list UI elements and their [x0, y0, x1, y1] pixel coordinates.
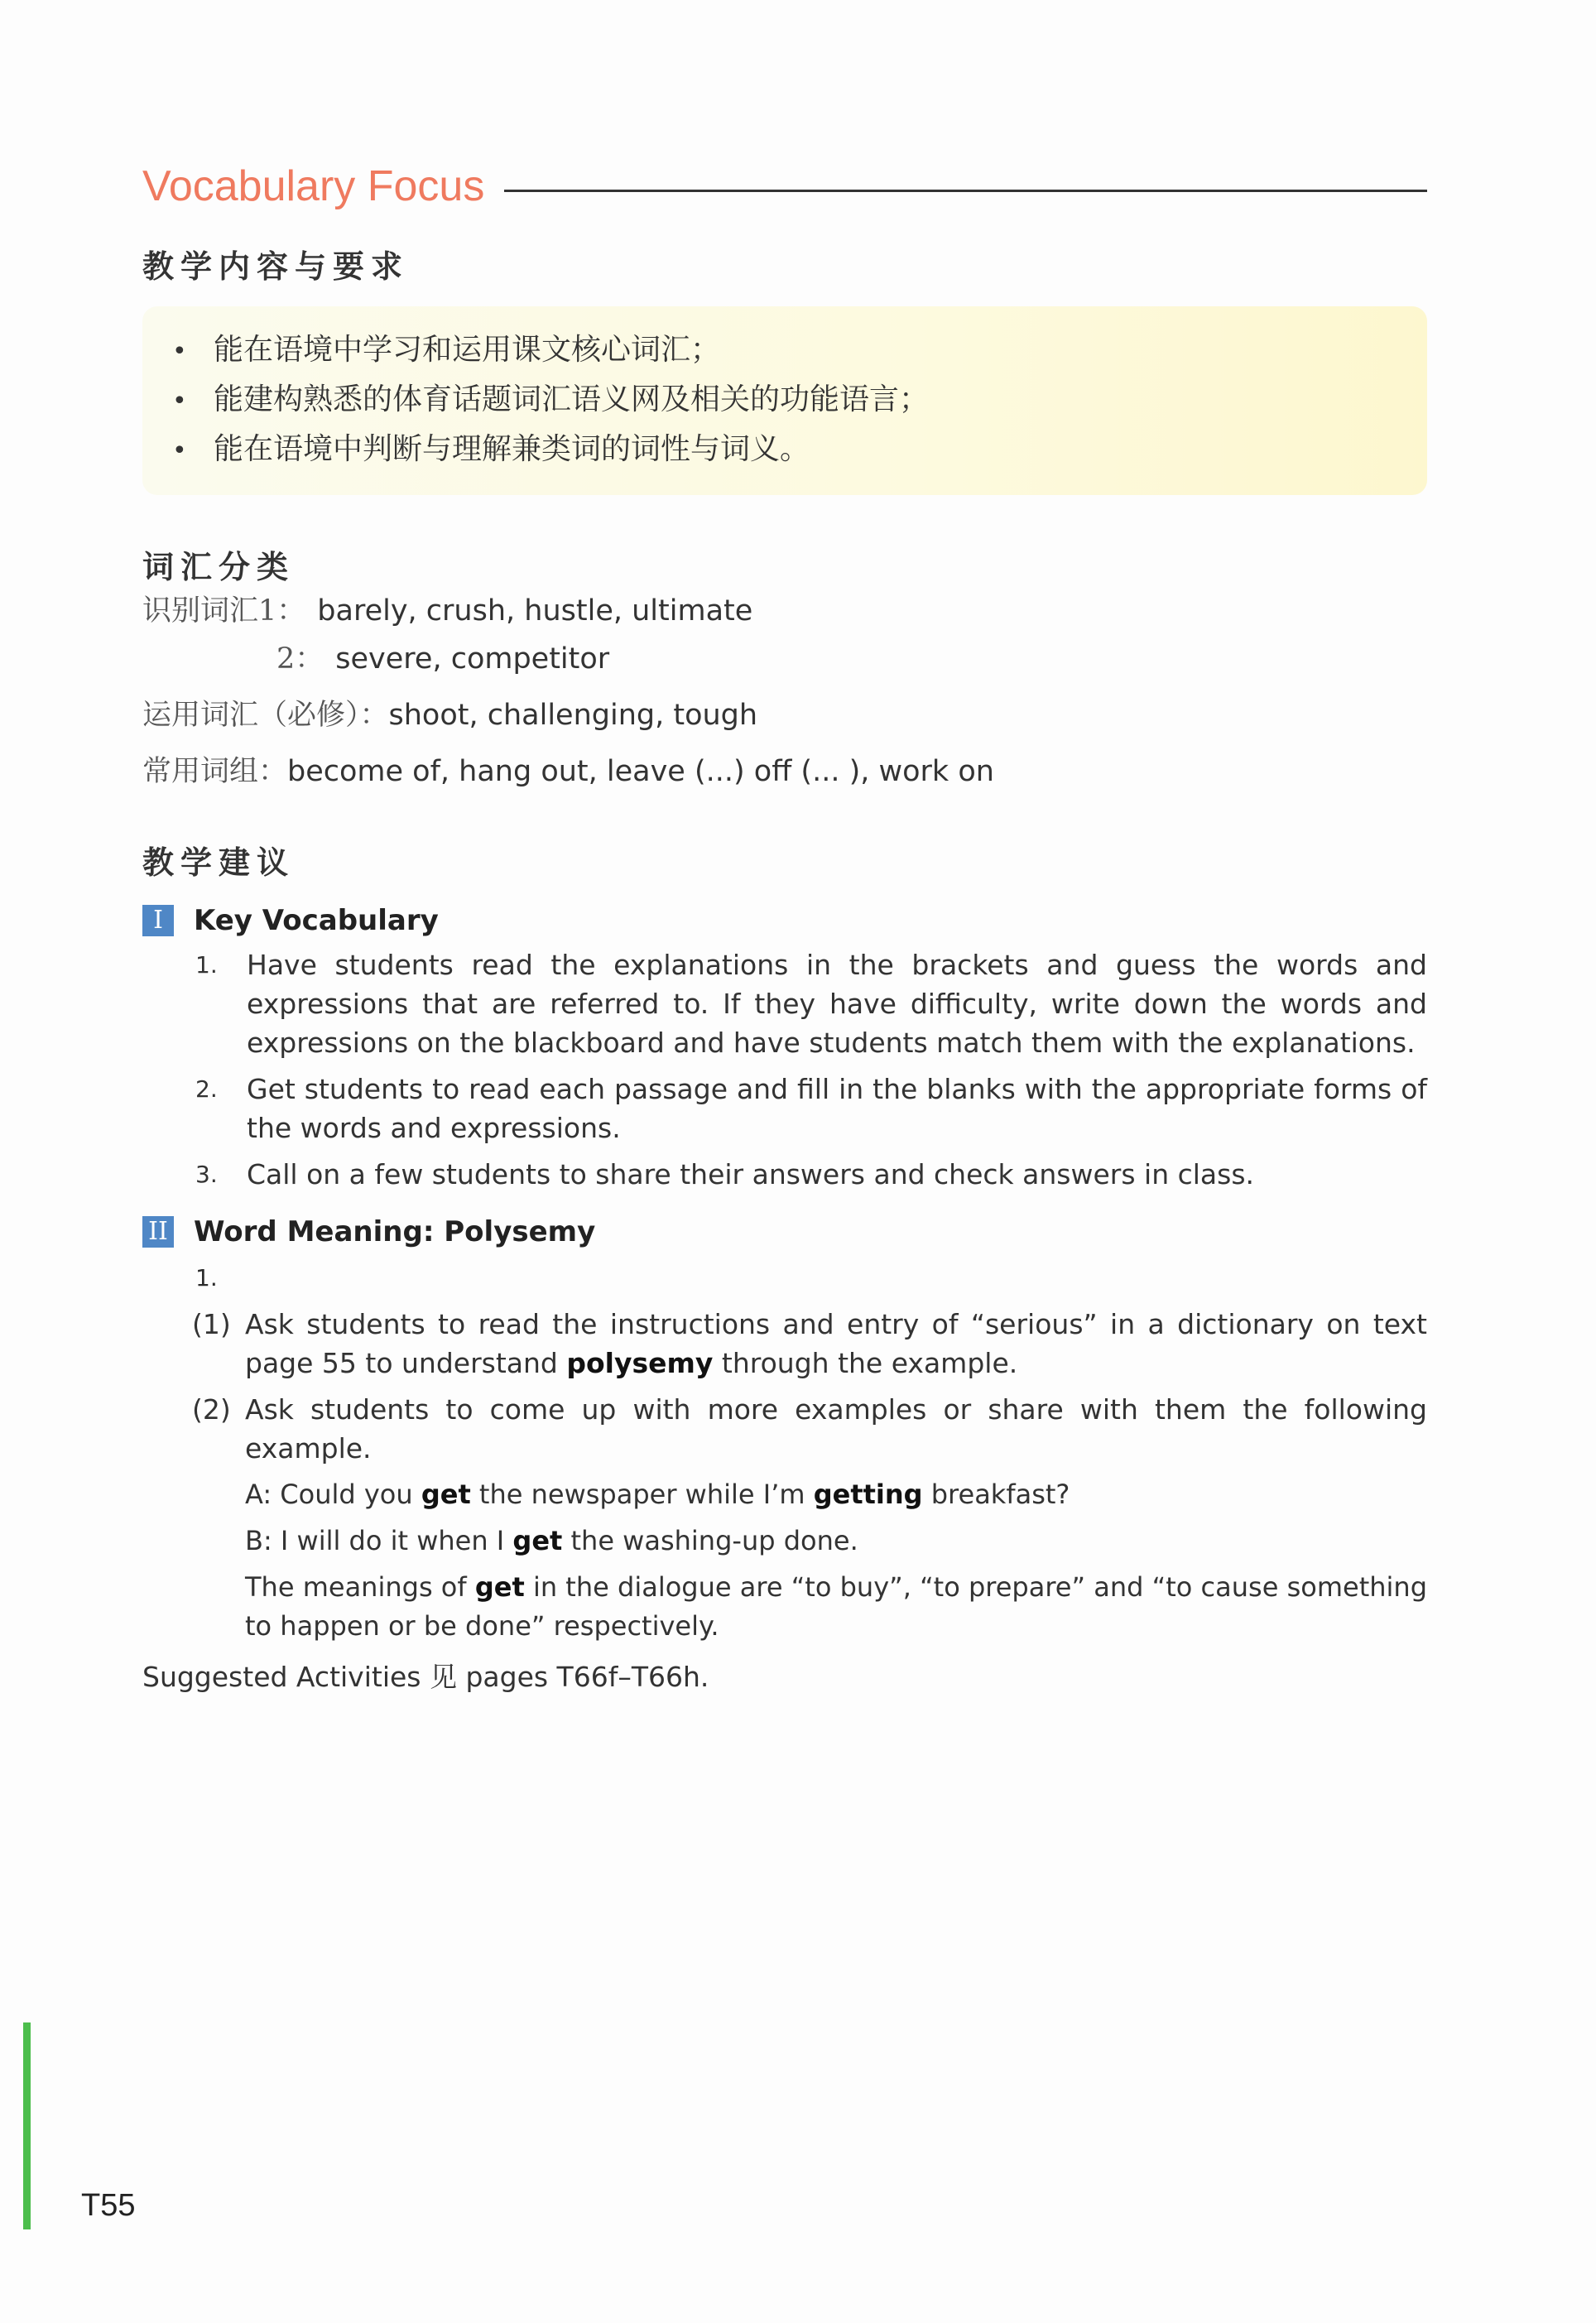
- bullet-icon: •: [172, 387, 187, 416]
- requirement-item: [172, 376, 1391, 426]
- recognition-words-1: barely, crush, hustle, ultimate: [317, 594, 753, 628]
- side-accent-bar: [23, 2022, 31, 2229]
- sub-step-text: Ask students to come up with more examples or share with them the following example.: [245, 1393, 1427, 1464]
- example-line-b: [142, 1522, 1427, 1561]
- usage-label: 运用词汇（必修）：: [142, 699, 389, 732]
- example-line-a: [142, 1475, 1427, 1514]
- step-number: 2.: [195, 1075, 218, 1103]
- section-title: Key Vocabulary: [194, 904, 439, 937]
- usage-words: shoot, challenging, tough: [388, 699, 758, 732]
- requirements-box: [142, 306, 1427, 495]
- text-span: A: Could you: [245, 1479, 421, 1510]
- section-key-vocabulary: [142, 904, 1427, 937]
- step-number: 1.: [195, 1264, 218, 1291]
- text-span: breakfast?: [922, 1479, 1070, 1510]
- section-badge: I: [142, 905, 174, 936]
- text-span: the newspaper while I’m: [470, 1479, 814, 1510]
- recognition-num-2: 2：: [276, 642, 324, 676]
- meaning-explanation: [142, 1568, 1427, 1646]
- title-rule: [504, 190, 1427, 192]
- text-span: B: I will do it when I: [245, 1525, 513, 1556]
- text-span: the washing-up done.: [562, 1525, 858, 1556]
- step-item: [142, 945, 1427, 1062]
- step-text: Have students read the explanations in the brackets and guess the words and expressions that are referred to. If they have difficulty, write down the words and expressions on the blackboard and have students match them with the explanations.: [247, 949, 1427, 1059]
- usage-vocab-line: [142, 691, 1427, 739]
- section-badge: II: [142, 1216, 174, 1248]
- bold-term: get: [474, 1571, 525, 1603]
- bold-term: get: [512, 1525, 563, 1556]
- suggested-activities-note: Suggested Activities 见 pages T66f–T66h.: [142, 1661, 709, 1693]
- step-item: [142, 1070, 1427, 1147]
- bold-term: get: [421, 1479, 471, 1510]
- heading-suggestions: 教学建议: [142, 844, 296, 881]
- requirement-text: 能在语境中学习和运用课文核心词汇；: [214, 333, 721, 367]
- step-number: 1.: [195, 951, 218, 979]
- sub-step-number: (2): [192, 1393, 231, 1426]
- bold-term: polysemy: [566, 1347, 714, 1379]
- bullet-icon: •: [172, 337, 187, 366]
- step-text: Call on a few students to share their answers and check answers in class.: [247, 1158, 1255, 1190]
- recognition-vocab-line-1: [142, 587, 1427, 635]
- step-item: [142, 1155, 1427, 1194]
- sub-step-number: (1): [192, 1308, 231, 1340]
- text-span: through the example.: [713, 1347, 1018, 1379]
- sub-step-2: [142, 1390, 1427, 1468]
- sub-step-1: [142, 1305, 1427, 1383]
- phrases-line: [142, 748, 1427, 796]
- section-polysemy: [142, 1215, 1427, 1248]
- page-title: Vocabulary Focus: [142, 162, 485, 210]
- bold-term: getting: [813, 1479, 923, 1510]
- heading-categories: 词汇分类: [142, 549, 296, 585]
- requirement-item: [172, 326, 1391, 376]
- phrases-words: become of, hang out, leave (...) off (... ), work on: [287, 755, 994, 788]
- recognition-words-2: severe, competitor: [335, 642, 610, 676]
- text-span: Ask students to read the instructions and entry of “serious” in a dictionary on text page 55 to understand: [245, 1308, 1427, 1379]
- text-span: in the dialogue are “to buy”, “to prepare” and “to cause something to happen or be done” respectively.: [245, 1571, 1428, 1642]
- requirement-item: [172, 426, 1391, 475]
- recognition-num-1: 1：: [258, 594, 306, 628]
- recognition-vocab-line-2: [142, 635, 1427, 683]
- title-row: [142, 153, 1427, 219]
- page-content: [142, 153, 1427, 1696]
- step-number: 3.: [195, 1161, 218, 1188]
- section-title: Word Meaning: Polysemy: [194, 1215, 596, 1248]
- step-text: Get students to read each passage and fill in the blanks with the appropriate forms of the words and expressions.: [247, 1073, 1427, 1144]
- bullet-icon: •: [172, 436, 187, 465]
- text-span: The meanings of: [245, 1571, 475, 1603]
- requirement-text: 能在语境中判断与理解兼类词的词性与词义。: [214, 432, 810, 466]
- recognition-label: 识别词汇: [142, 594, 259, 628]
- key-vocabulary-steps: [142, 945, 1427, 1194]
- requirement-text: 能建构熟悉的体育话题词汇语义网及相关的功能语言；: [214, 382, 930, 416]
- page-number: T55: [81, 2188, 136, 2223]
- phrases-label: 常用词组：: [142, 755, 288, 788]
- sub-step-text: [245, 1305, 1427, 1383]
- heading-requirements: 教学内容与要求: [142, 248, 410, 285]
